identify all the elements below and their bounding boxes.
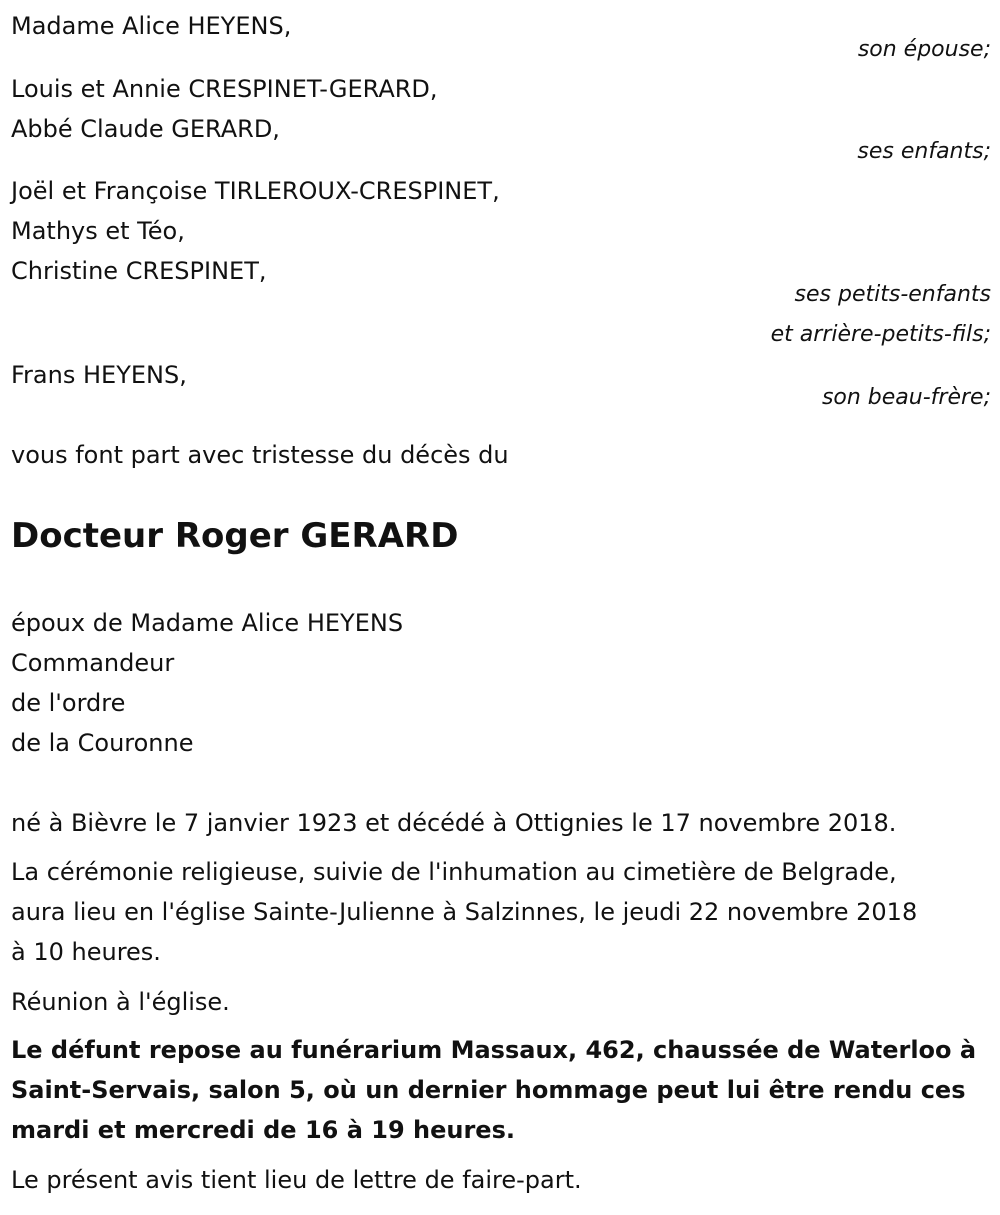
announcement-text: vous font part avec tristesse du décès du: [11, 441, 509, 469]
deceased-name: Docteur Roger GERARD: [11, 516, 459, 556]
deceased-crown-line: de la Couronne: [11, 729, 194, 757]
closing-text: Le présent avis tient lieu de lettre de faire-part.: [11, 1166, 582, 1194]
deceased-order-line: de l'ordre: [11, 689, 126, 717]
ceremony-line-1: La cérémonie religieuse, suivie de l'inhumation au cimetière de Belgrade,: [11, 858, 897, 886]
funerarium-line-2: Saint-Servais, salon 5, où un dernier hommage peut lui être rendu ces: [11, 1076, 966, 1104]
family-inlaw: Frans HEYENS,: [11, 361, 187, 389]
deceased-spouse-line: époux de Madame Alice HEYENS: [11, 609, 404, 637]
family-grandchild-3: Christine CRESPINET,: [11, 257, 267, 285]
family-grandchildren-relation-1: ses petits-enfants: [794, 282, 991, 307]
meeting-text: Réunion à l'église.: [11, 988, 230, 1016]
family-spouse-relation: son épouse;: [857, 37, 991, 62]
family-children-relation: ses enfants;: [857, 139, 991, 164]
family-spouse-name: Madame Alice HEYENS,: [11, 12, 292, 40]
birth-death-text: né à Bièvre le 7 janvier 1923 et décédé à Ottignies le 17 novembre 2018.: [11, 809, 897, 837]
family-grandchildren-relation-2: et arrière-petits-fils;: [770, 322, 991, 347]
ceremony-line-3: à 10 heures.: [11, 938, 161, 966]
family-child-2: Abbé Claude GERARD,: [11, 115, 280, 143]
family-grandchild-2: Mathys et Téo,: [11, 217, 185, 245]
funerarium-line-1: Le défunt repose au funérarium Massaux, 462, chaussée de Waterloo à: [11, 1036, 977, 1064]
deceased-title-line: Commandeur: [11, 649, 175, 677]
ceremony-line-2: aura lieu en l'église Sainte-Julienne à Salzinnes, le jeudi 22 novembre 2018: [11, 898, 918, 926]
family-inlaw-relation: son beau-frère;: [821, 385, 991, 410]
family-child-1: Louis et Annie CRESPINET-GERARD,: [11, 75, 438, 103]
family-grandchild-1: Joël et Françoise TIRLEROUX-CRESPINET,: [11, 177, 500, 205]
funerarium-line-3: mardi et mercredi de 16 à 19 heures.: [11, 1116, 515, 1144]
